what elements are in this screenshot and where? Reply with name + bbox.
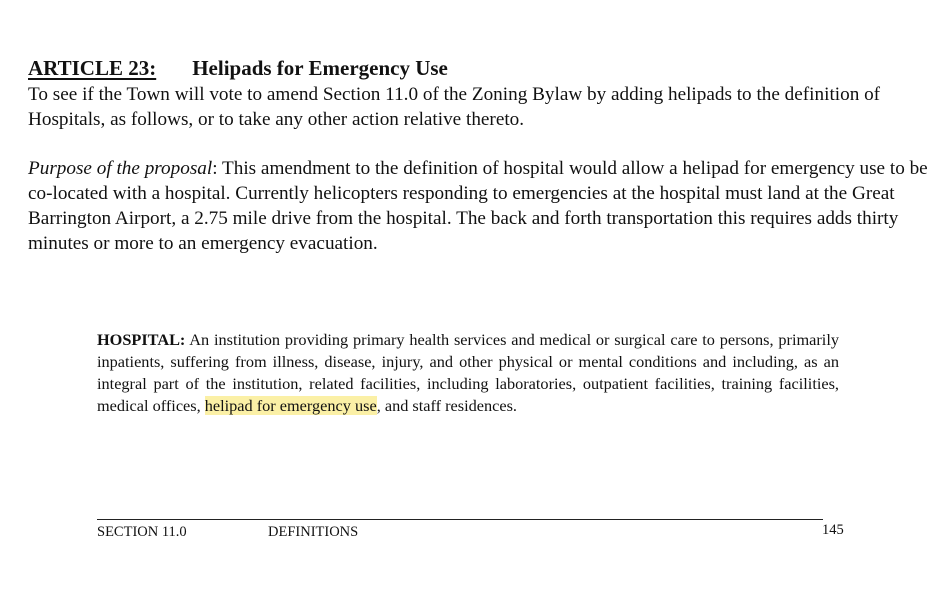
definition-highlight: helipad for emergency use bbox=[204, 396, 377, 415]
purpose-label: Purpose of the proposal bbox=[28, 158, 213, 179]
article-heading bbox=[28, 56, 448, 81]
definition-text-after: , and staff residences. bbox=[376, 396, 518, 415]
footer-title: DEFINITIONS bbox=[268, 524, 359, 540]
footer-rule bbox=[97, 519, 823, 520]
purpose-text: This amendment to the definition of hospital would allow a helipad for emergency use to be co-located with a hospital. Currently helicopters responding to emergencies at the hospital must land at the Great Barrington Airport, a 2.75 mile drive from the hospital. The back and forth transportation this requires adds thirty minutes or more to an emergency evacuation. bbox=[28, 158, 928, 254]
hospital-definition bbox=[97, 329, 839, 417]
article-number: ARTICLE 23: bbox=[28, 56, 157, 80]
intro-paragraph: To see if the Town will vote to amend Section 11.0 of the Zoning Bylaw by adding helipads to the definition of Hospitals, as follows, or to take any other action relative thereto. bbox=[28, 84, 881, 130]
purpose-colon: : bbox=[212, 158, 218, 179]
definition-term: HOSPITAL: bbox=[97, 330, 186, 349]
article-title: Helipads for Emergency Use bbox=[192, 56, 448, 80]
purpose-paragraph bbox=[28, 156, 928, 256]
footer-section: SECTION 11.0 bbox=[97, 524, 187, 540]
definition-text-before: An institution providing primary health services and medical or surgical care to persons, primarily inpatients, suffering from illness, disease, injury, and other physical or mental conditions and including, as an integral part of the institution, related facilities, including laboratories, outpatient facilities, training facilities, medical offices, bbox=[97, 330, 839, 415]
footer-page-number: 145 bbox=[822, 522, 844, 538]
